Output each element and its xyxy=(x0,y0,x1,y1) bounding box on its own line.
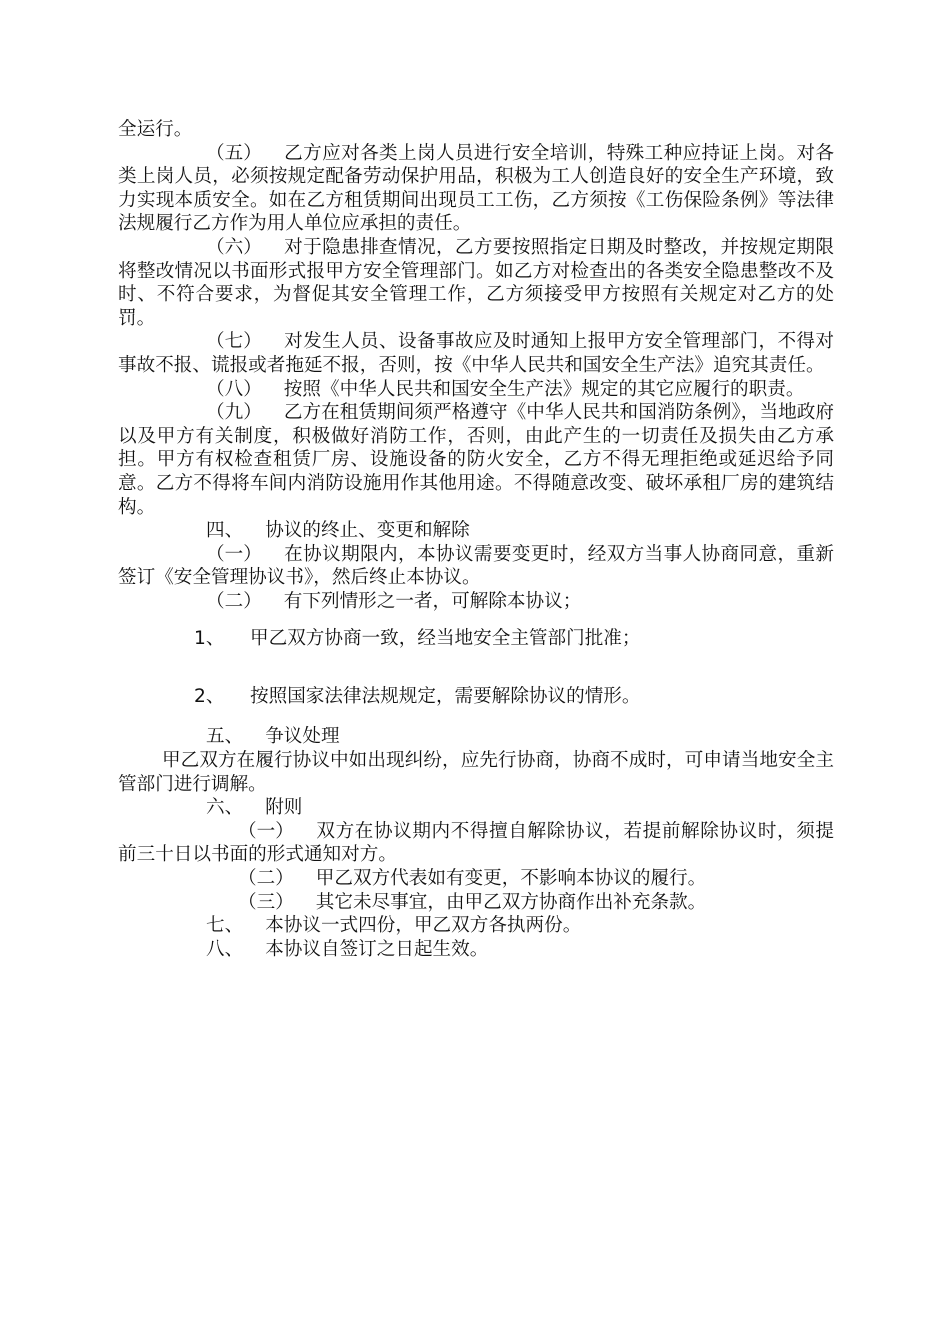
clause-label: （二） xyxy=(206,590,262,612)
paragraph-p7 xyxy=(118,330,834,377)
document-page xyxy=(118,118,834,961)
paragraph-text: 对发生人员、设备事故应及时通知上报甲方安全管理部门，不得对事故不报、谎报或者拖延不报，否则，按《中华人民共和国安全生产法》追究其责任。 xyxy=(118,331,834,376)
paragraph-text: 双方在协议期内不得擅自解除协议，若提前解除协议时，须提前三十日以书面的形式通知对方。 xyxy=(118,820,834,866)
paragraph-s6 xyxy=(118,796,834,820)
clause-label: （二） xyxy=(238,868,294,890)
list-item xyxy=(118,627,834,651)
paragraph-p4_2 xyxy=(118,590,834,614)
list-text: 按照国家法律法规规定，需要解除协议的情形。 xyxy=(250,686,641,708)
paragraph-text: 甲乙双方代表如有变更，不影响本协议的履行。 xyxy=(315,868,707,890)
paragraph-p6 xyxy=(118,236,834,330)
clause-label: （七） xyxy=(206,331,262,353)
paragraph-s5 xyxy=(118,725,834,749)
paragraph-text: 协议的终止、变更和解除 xyxy=(265,520,470,542)
paragraph-text: 附则 xyxy=(265,797,303,819)
clause-label: 六、 xyxy=(206,797,244,819)
paragraph-p6_2 xyxy=(118,867,834,891)
paragraph-text: 按照《中华人民共和国安全生产法》规定的其它应履行的职责。 xyxy=(283,378,805,400)
paragraph-p8 xyxy=(118,378,834,402)
paragraph-text: 本协议一式四份，甲乙双方各执两份。 xyxy=(265,915,582,937)
paragraph-text: 乙方应对各类上岗人员进行安全培训，特殊工种应持证上岗。对各类上岗人员，必须按规定配备劳动保护用品，积极为工人创造良好的安全生产环境，致力实现本质安全。如在乙方租赁期间出现员工工伤，乙方须按《工伤保险条例》等法律法规履行乙方作为用人单位应承担的责任。 xyxy=(118,142,834,235)
paragraph-text: 乙方在租赁期间须严格遵守《中华人民共和国消防条例》，当地政府以及甲方有关制度，积极做好消防工作，否则，由此产生的一切责任及损失由乙方承担。甲方有权检查租赁厂房、设施设备的防火安全，乙方不得无理拒绝或延迟给予同意。乙方不得将车间内消防设施用作其他用途。不得随意改变、破坏承租厂房的建筑结构。 xyxy=(118,402,834,518)
list-number: 2、 xyxy=(194,686,225,708)
clause-label: （三） xyxy=(238,891,294,913)
paragraph-text: 对于隐患排查情况，乙方要按照指定日期及时整改，并按规定期限将整改情况以书面形式报甲方安全管理部门。如乙方对检查出的各类安全隐患整改不及时、不符合要求，为督促其安全管理工作，乙方须接受甲方按照有关规定对乙方的处罚。 xyxy=(118,236,834,329)
clause-label: 五、 xyxy=(206,726,244,748)
paragraph-p4_1 xyxy=(118,543,834,590)
clause-label: （八） xyxy=(206,378,262,400)
paragraph-text: 甲乙双方在履行协议中如出现纠纷，应先行协商，协商不成时，可申请当地安全主管部门进行调解。 xyxy=(118,750,834,795)
paragraph-s4 xyxy=(118,519,834,543)
paragraph-p9 xyxy=(118,401,834,519)
list-text: 甲乙双方协商一致，经当地安全主管部门批准； xyxy=(250,628,641,650)
paragraph-p6_3 xyxy=(118,891,834,915)
paragraph-text: 有下列情形之一者，可解除本协议； xyxy=(283,590,582,612)
paragraph-text: 本协议自签订之日起生效。 xyxy=(265,938,489,960)
list-item xyxy=(118,685,834,709)
paragraph-p6_1 xyxy=(118,820,834,867)
clause-label: 八、 xyxy=(206,938,244,960)
clause-label: 七、 xyxy=(206,915,244,937)
clause-label: 四、 xyxy=(206,520,244,542)
clause-label: （九） xyxy=(206,402,262,424)
paragraph-text: 争议处理 xyxy=(265,726,340,748)
paragraph-p0 xyxy=(118,118,834,142)
paragraph-s8 xyxy=(118,938,834,962)
clause-label: （一） xyxy=(206,543,262,565)
clause-label: （五） xyxy=(206,142,262,164)
clause-label: （六） xyxy=(206,236,262,258)
paragraph-s7 xyxy=(118,914,834,938)
paragraph-text: 其它未尽事宜，由甲乙双方协商作出补充条款。 xyxy=(315,891,707,913)
list-number: 1、 xyxy=(194,628,225,650)
paragraph-text: 在协议期限内，本协议需要变更时，经双方当事人协商同意，重新签订《安全管理协议书》，然后终止本协议。 xyxy=(118,543,834,589)
paragraph-p5 xyxy=(118,142,834,236)
paragraph-text: 全运行。 xyxy=(118,119,193,140)
paragraph-p5_1 xyxy=(118,749,834,796)
clause-label: （一） xyxy=(238,820,294,842)
